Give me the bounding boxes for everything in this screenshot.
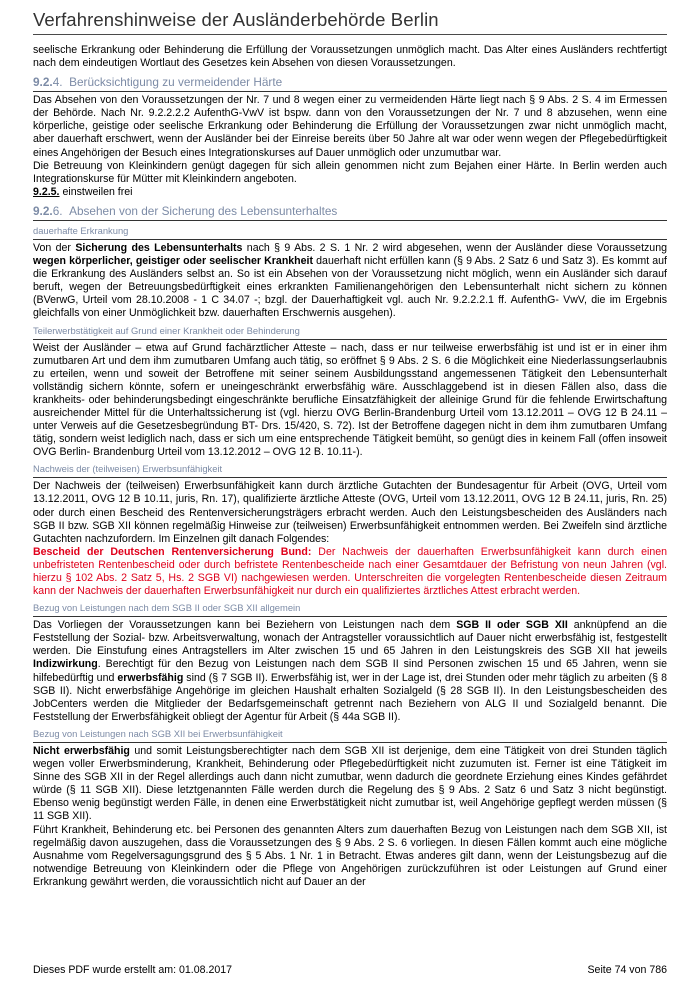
section-number-rest: 4.: [52, 75, 63, 90]
page-content: [33, 44, 667, 889]
paragraph-nicht-erwerbsfaehig: [33, 745, 667, 824]
text-run: Von der: [33, 241, 76, 254]
section-title: Absehen von der Sicherung des Lebensunterhaltes: [69, 203, 338, 218]
bold-text: Sicherung des Lebensunterhalts: [75, 241, 243, 254]
text-run: dauerhaft nicht erfüllen kann (§ 9 Abs. 2 Satz 6 und Satz 3). Es kommt auf die Erkrankung des Ausländers selbst an. So ist ein Absehen von der Voraussetzung nicht möglich, wenn ein Ausländer sich darauf beruft, wegen der Betreuungsbedürftigkeit eines erkrankten Familienangehörigen den Lebensunterhalt nicht sichern zu können (BVerwG, Urteil vom 28.10.2008 - 1 C 34.07 -; bzgl. der Dauerhaftigkeit vgl. auch Nr. 9.2.2.2.1 ff. AufenthG- VwV, die im Ergebnis gleichfalls von einer Unmöglichkeit bzw. dauerhaften Erschwernis ausgehen).: [33, 255, 667, 320]
bold-text: Indizwirkung: [33, 658, 98, 671]
paragraph-intro: seelische Erkrankung oder Behinderung die Erfüllung der Voraussetzungen unmöglich macht. Das Alter eines Ausländers rechtfertigt nach dem eindeutigen Wortlaut des Gesetzes kein Absehen von diesen Voraussetzungen.: [33, 44, 667, 70]
text-run: Der Nachweis der dauerhaften Erwerbsunfähigkeit kann durch einen unbefristeten Rentenbescheid oder durch befristete Rentenbescheide nach einer Gesamtdauer der Befristung von neun Jahren (vgl. hierzu § 102 Abs. 2 Satz 5, Hs. 2 SGB VI) nachgewiesen werden. Unterschreiten die vorgelegten Rentenbescheide diesen Zeitraum kann der Nachweis der dauerhaften Erwerbsunfähigkeit nur durch ein qualifiziertes ärztliches Attest erbracht werden.: [33, 545, 667, 598]
subheading-sgb-xii: Bezug von Leistungen nach SGB XII bei Erwerbsunfähigkeit: [33, 728, 667, 743]
subheading-teilerwerbstaetigkeit: Teilerwerbstätigkeit auf Grund einer Krankheit oder Behinderung: [33, 325, 667, 340]
text-run: und somit Leistungsberechtigter nach dem SGB XII ist derjenige, dem eine Tätigkeit von drei Stunden täglich wegen voller Erwerbsminderung, Krankheit, Behinderung oder Pflegebedürftigkeit nicht zuzumuten ist. Ferner ist eine Tätigkeit im Sinne des SGB XII in der Regel allerdings auch dann nicht zumutbar, wenn dadurch die geordnete Erziehung eines Kindes gefährdet würde (§ 11 SGB XII). Diese letztgenannten Fälle werden durch die Regelung des § 9 Abs. 2 Satz 6 und Satz 3 nicht begünstigt. Ebenso wenig begünstigt werden Fälle, in denen eine Erwerbstätigkeit nicht zumutbar ist, weil Angehörige gepflegt werden müssen (§ 11 SGB XII).: [33, 744, 667, 823]
subheading-sgb-allgemein: Bezug von Leistungen nach dem SGB II oder SGB XII allgemein: [33, 602, 667, 617]
paragraph-sgb-allgemein: [33, 619, 667, 724]
paragraph-nachweis: Der Nachweis der (teilweisen) Erwerbsunfähigkeit kann durch ärztliche Gutachten der Bundesagentur für Arbeit (OVG, Urteil vom 13.12.2011, OVG 12 B 10.11, juris, Rn. 17), qualifizierte ärztliche Atteste (OVG, Urteil vom 13.12.2011, OVG 12 B 24.11, juris, Rn. 25) oder durch einen Bescheid des Rentenversicherungsträgers erbracht werden. Auch den Leistungsbescheiden des Ausländers nach SGB II bzw. SGB XII können regelmäßig Hinweise zur (teilweisen) Erwerbsunfähigkeit entnommen werden. Bei Zweifeln sind ärztliche Gutachten nachzufordern. Im Einzelnen gilt danach Folgendes:: [33, 480, 667, 545]
section-number-bold: 9.2.: [33, 75, 53, 90]
footer-created-date: Dieses PDF wurde erstellt am: 01.08.2017: [33, 964, 233, 976]
paragraph-krankheit-behinderung: Führt Krankheit, Behinderung etc. bei Personen des genannten Alters zum dauerhaften Bezug von Leistungen nach dem SGB XII, ist regelmäßig davon auszugehen, dass die Voraussetzungen des § 9 Abs. 2 S. 6 vorliegen. In diesen Fällen kommt auch eine mögliche Ausnahme vom Regelversagungsgrund des § 5 Abs. 1 Nr. 1 in Betracht. Etwas anderes gilt dann, wenn der Leistungsbezug auf die notwendige Betreuung von Kleinkindern oder die Pflege von Angehörigen zurückzuführen ist oder Leistungen auf Grund einer Erkrankung gewährt werden, die voraussichtlich nicht auf Dauer an der: [33, 823, 667, 888]
paragraph-haerte-1: Das Absehen von den Voraussetzungen der Nr. 7 und 8 wegen einer zu vermeidenden Härte liegt nach § 9 Abs. 2 S. 4 im Ermessen der Behörde. Nach Nr. 9.2.2.2.2 AufenthG-VwV ist bspw. dann von den Voraussetzungen der Nr. 7 und 8 abzusehen, wenn eine körperliche, geistige oder seelische Erkrankung oder Behinderung die Erfüllung der Voraussetzungen zwar nicht unmöglich macht, aber dauerhaft erschwert, wenn der Ausländer bei der Einreise bereits über 50 Jahre alt war oder wenn wegen der Pflegebedürftigkeit eines Angehörigen der Besuch eines Integrationskurses auf Dauer unmöglich oder unzumutbar war.: [33, 94, 667, 159]
text-run: Das Vorliegen der Voraussetzungen kann bei Beziehern von Leistungen nach dem: [33, 619, 457, 632]
section-heading-9-2-6: [33, 204, 667, 221]
bold-text: Nicht erwerbsfähig: [33, 744, 130, 757]
bold-text: erwerbsfähig: [117, 671, 184, 684]
text-run: anknüpfend an die Feststellung der Sozial- bzw. Arbeitsverwaltung, wonach der Antragsteller voraussichtlich auf Dauer nicht erwerbsfähig ist, festgestellt werden. Die Einstufung eines Antragstellers im Alter zwischen 15 und 65 Jahren in den Leistungskreis des SGB XII hat jeweils: [33, 619, 667, 658]
section-9-2-5: [33, 186, 667, 199]
text-run: nach § 9 Abs. 2 S. 1 Nr. 2 wird abgesehen, wenn der Ausländer diese Voraussetzung: [242, 241, 667, 254]
text-run: . Berechtigt für den Bezug von Leistungen nach dem SGB II sind Personen zwischen 15 und 65 Jahren, wenn sie hilfebedürftig und: [33, 658, 667, 684]
page-header: [33, 9, 667, 35]
bold-text: Bescheid der Deutschen Rentenversicherung Bund:: [33, 545, 312, 558]
section-number-9-2-5: 9.2.5.: [33, 185, 60, 198]
paragraph-teilerwerbstaetigkeit: Weist der Ausländer – etwa auf Grund fachärztlicher Atteste – nach, dass er nur teilweise erwerbsfähig ist und ist er in einer ihm zumutbaren Art und dem ihm zumutbaren Umfang auch tätig, so eröffnet § 9 Abs. 2 S. 6 die Möglichkeit eine Niederlassungserlaubnis zu erteilen, wenn und soweit der Betroffene mit seiner seinem Ausbildungsstand angemessenen Tätigkeit den Lebensunterhalt vollständig sichern könnte, sofern er uneingeschränkt erwerbsfähig wäre. Ausschlaggebend ist in diesen Fällen also, dass die krankheits- oder behinderungsbedingt eingeschränkte berufliche Einsatzfähigkeit der alleinige Grund für die fehlende Erwirtschaftung ausreichender Mittel für die Unterhaltssicherung ist (vgl. hierzu OVG Berlin-Brandenburg Urteil vom 13.12.2011 – OVG 12 B 24.11 – unter Verweis auf die Gesetzesbegründung BT- Drs. 15/420, S. 72). Ist der Betroffene dagegen nicht in dem ihm zumutbaren Umfang tätig, sondern weist lediglich nach, dass er sich um eine entsprechende Tätigkeit bemüht, so genügt dies in keinem Fall (offen insoweit OVG Berlin- Brandenburg Urteil vom 13.12.2012 – OVG 12 B. 10.11-).: [33, 341, 667, 459]
section-9-2-5-text: einstweilen frei: [59, 185, 133, 198]
bold-text: SGB II oder SGB XII: [456, 619, 568, 632]
page-footer: [33, 964, 667, 976]
section-number-rest: 6.: [52, 203, 63, 218]
paragraph-rentenversicherung: [33, 546, 667, 598]
footer-page-number: Seite 74 von 786: [587, 964, 667, 976]
section-title: Berücksichtigung zu vermeidender Härte: [69, 75, 283, 90]
section-number-bold: 9.2.: [33, 203, 53, 218]
paragraph-dauerhafte-erkrankung: [33, 242, 667, 321]
section-heading-9-2-4: [33, 75, 667, 92]
text-run: sind (§ 7 SGB II). Erwerbsfähig ist, wer in der Lage ist, drei Stunden oder mehr täglich zu arbeiten (§ 8 SGB II). Nicht erwerbsfähige Angehörige im gleichen Haushalt erhalten Sozialgeld (§ 28 SGB II). In den Leistungsbescheiden des JobCenters werden die Mitglieder der Bedarfsgemeinschaft getrennt nach Beziehern von ALG II und Sozialgeld benannt. Die Feststellung der Erwerbsfähigkeit obliegt der Agentur für Arbeit (§ 44a SGB II).: [33, 671, 667, 723]
subheading-nachweis: Nachweis der (teilweisen) Erwerbsunfähigkeit: [33, 463, 667, 478]
paragraph-haerte-2: Die Betreuung von Kleinkindern genügt dagegen für sich allein genommen nicht zum Bejahen einer Härte. In Berlin werden auch Integrationskurse für Mütter mit Kleinkindern angeboten.: [33, 159, 667, 185]
bold-text: wegen körperlicher, geistiger oder seelischer Krankheit: [33, 255, 314, 268]
header-title: Verfahrenshinweise der Ausländerbehörde Berlin: [33, 9, 439, 30]
subheading-dauerhafte-erkrankung: dauerhafte Erkrankung: [33, 225, 667, 240]
